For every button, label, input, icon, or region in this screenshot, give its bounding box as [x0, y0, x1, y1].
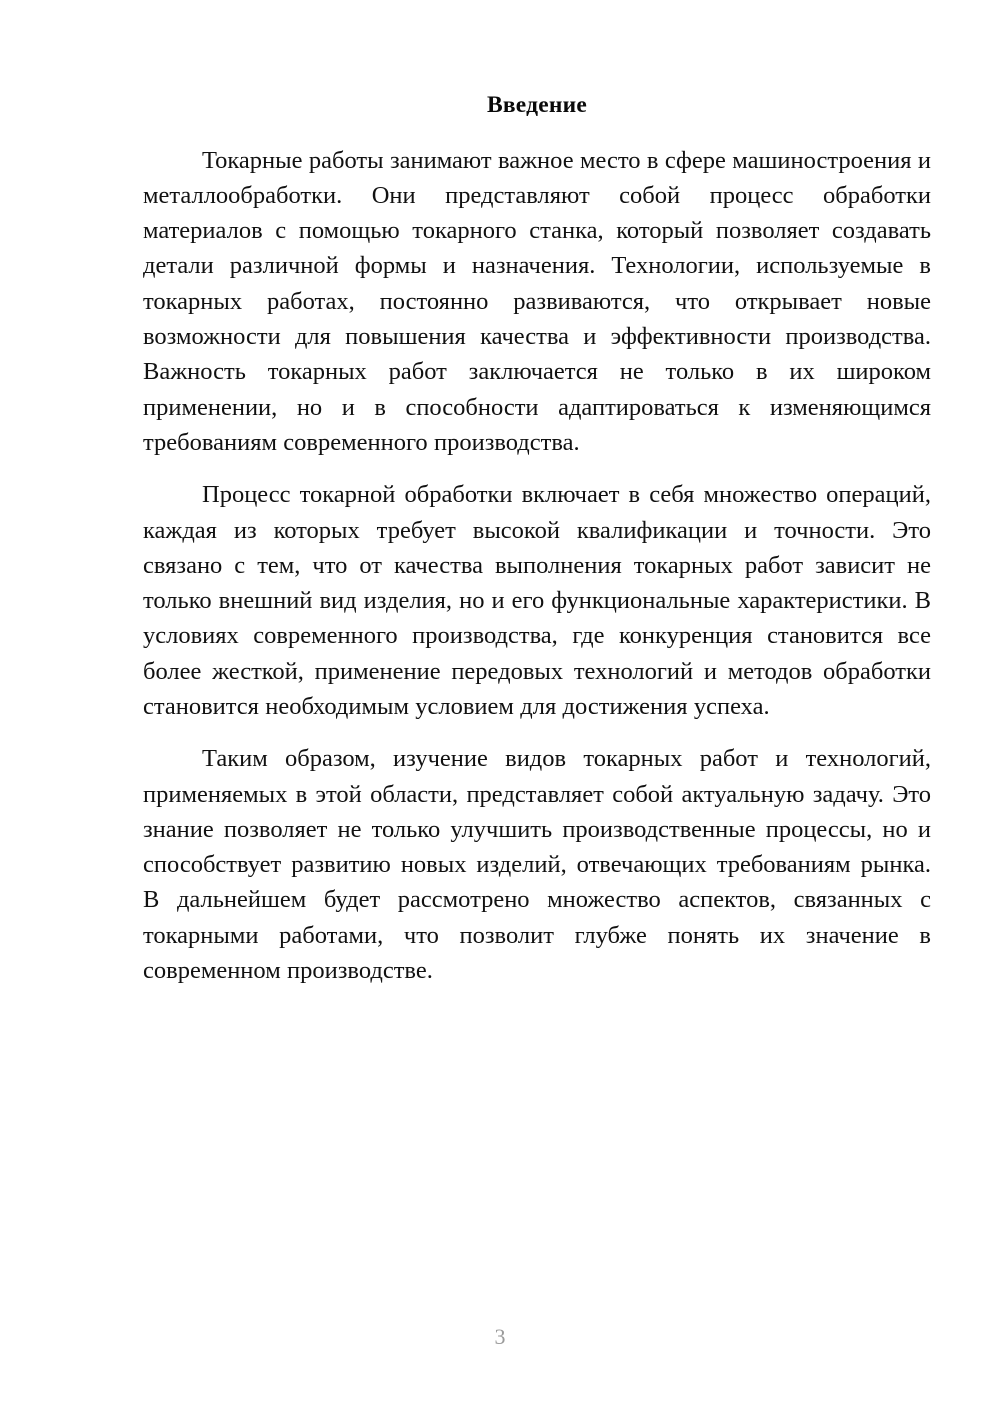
paragraph: Процесс токарной обработки включает в себя множество операций, каждая из которых требует высокой квалификации и точности. Это связано с тем, что от качества выполнения токарных работ зависит не только внешний вид изделия, но и его функциональные характеристики. В условиях современного производства, где конкуренция становится все более жесткой, применение передовых технологий и методов обработки становится необходимым условием для достижения успеха.	[143, 481, 931, 720]
section-heading: Введение	[487, 92, 587, 118]
document-body	[143, 90, 931, 988]
paragraph: Токарные работы занимают важное место в сфере машиностроения и металлообработки. Они представляют собой процесс обработки материалов с помощью токарного станка, который позволяет создавать детали различной формы и назначения. Технологии, используемые в токарных работах, постоянно развиваются, что открывает новые возможности для повышения качества и эффективности производства. Важность токарных работ заключается не только в их широком применении, но и в способности адаптироваться к изменяющимся требованиям современного производства.	[143, 146, 931, 456]
page-number: 3	[494, 1324, 506, 1349]
paragraph: Таким образом, изучение видов токарных работ и технологий, применяемых в этой области, представляет собой актуальную задачу. Это знание позволяет не только улучшить производственные процессы, но и способствует развитию новых изделий, отвечающих требованиям рынка. В дальнейшем будет рассмотрено множество аспектов, связанных с токарными работами, что позволит глубже понять их значение в современном производстве.	[143, 745, 931, 985]
